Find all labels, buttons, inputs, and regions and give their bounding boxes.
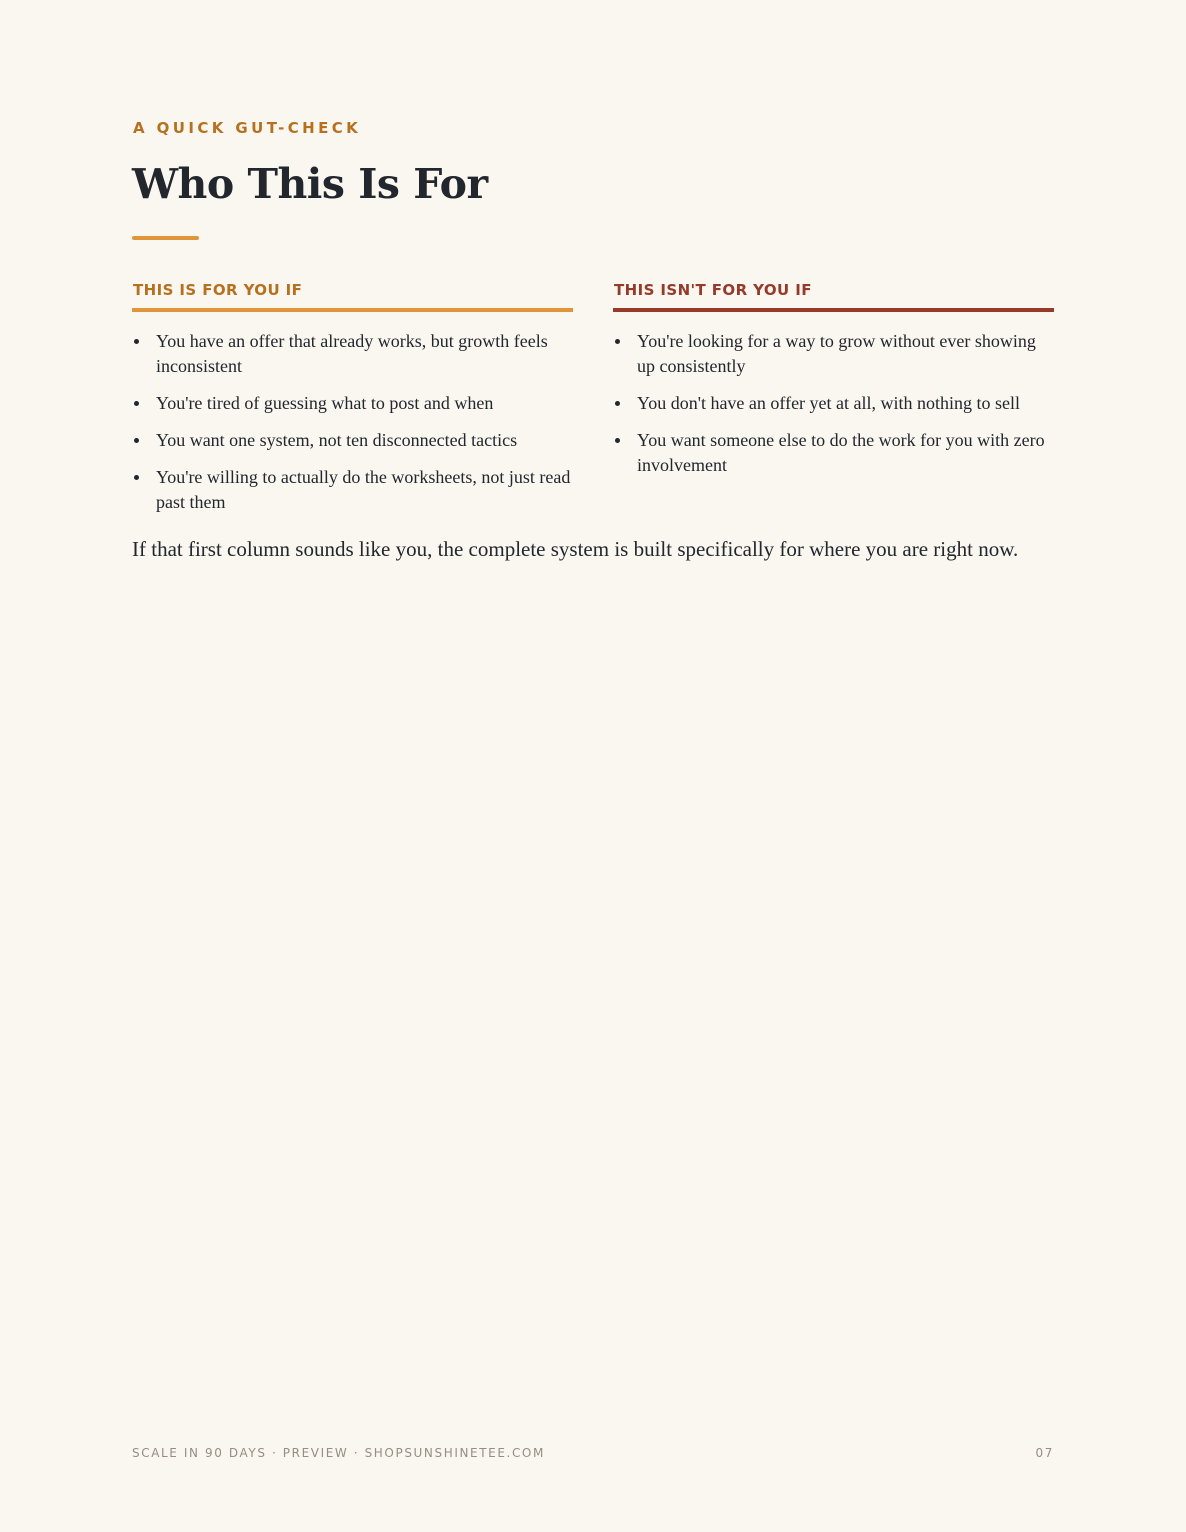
list-item: You're looking for a way to grow without ever showing up consistently <box>613 329 1054 379</box>
not-for-you-column <box>613 280 1054 490</box>
not-for-you-heading: THIS ISN'T FOR YOU IF <box>613 280 1054 312</box>
for-you-list <box>132 329 573 515</box>
not-for-you-list <box>613 329 1054 478</box>
list-item: You want someone else to do the work for you with zero involvement <box>613 428 1054 478</box>
list-item: You want one system, not ten disconnected tactics <box>132 428 573 453</box>
title-underline <box>132 236 199 240</box>
closing-paragraph: If that first column sounds like you, the complete system is built specifically for where you are right now. <box>132 537 1019 561</box>
list-item: You're willing to actually do the worksheets, not just read past them <box>132 465 573 515</box>
page-number: 07 <box>1035 1446 1054 1460</box>
list-item: You have an offer that already works, but growth feels inconsistent <box>132 329 573 379</box>
list-item: You're tired of guessing what to post and when <box>132 391 573 416</box>
for-you-heading: THIS IS FOR YOU IF <box>132 280 573 312</box>
page-title: Who This Is For <box>132 160 488 208</box>
document-page <box>132 0 1054 1532</box>
for-you-column <box>132 280 573 527</box>
list-item: You don't have an offer yet at all, with nothing to sell <box>613 391 1054 416</box>
eyebrow-label: A QUICK GUT-CHECK <box>133 119 362 137</box>
footer-text: SCALE IN 90 DAYS · PREVIEW · SHOPSUNSHINETEE.COM <box>132 1446 545 1460</box>
